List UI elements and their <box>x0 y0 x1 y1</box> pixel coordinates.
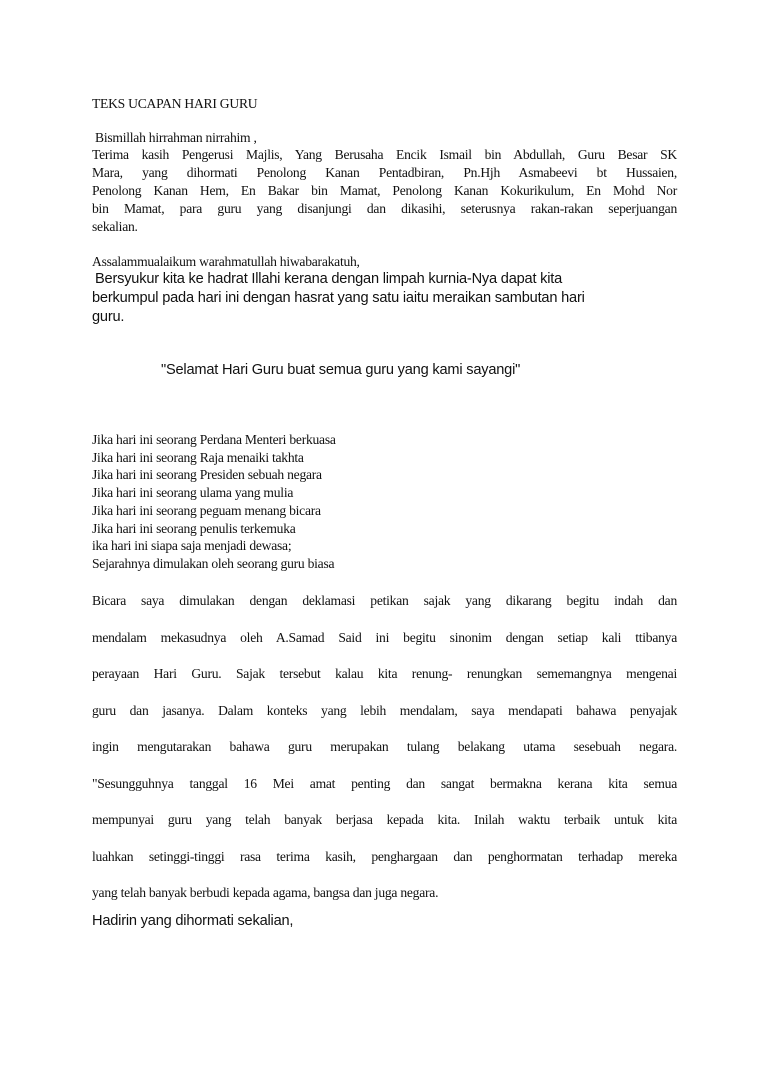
poem-line: ika hari ini siapa saja menjadi dewasa; <box>92 538 292 554</box>
closing-line: Hadirin yang dihormati sekalian, <box>92 913 294 929</box>
paragraph-line: ingin mengutarakan bahawa guru merupakan tulang belakang utama sesebuah negara. <box>92 739 677 754</box>
paragraph-line: perayaan Hari Guru. Sajak tersebut kalau kita renung- renungkan sememangnya mengenai <box>92 666 677 681</box>
paragraph-line: yang telah banyak berbudi kepada agama, bangsa dan juga negara. <box>92 885 439 900</box>
paragraph-line: mempunyai guru yang telah banyak berjasa kepada kita. Inilah waktu terbaik untuk kita <box>92 812 677 827</box>
salam-line: Assalammualaikum warahmatullah hiwabarakatuh, <box>92 254 360 269</box>
main-paragraph <box>92 592 677 921</box>
poem-line: Jika hari ini seorang Raja menaiki takhta <box>92 449 304 465</box>
greeting-line: sekalian. <box>92 219 138 234</box>
document-page <box>92 0 677 1087</box>
poem-line: Jika hari ini seorang ulama yang mulia <box>92 485 294 501</box>
intro-line: Bersyukur kita ke hadrat Illahi kerana dengan limpah kurnia-Nya dapat kita <box>95 271 563 287</box>
paragraph-line: luahkan setinggi-tinggi rasa terima kasih, penghargaan dan penghormatan terhadap mereka <box>92 848 677 864</box>
document-title: TEKS UCAPAN HARI GURU <box>92 96 258 111</box>
greeting-line: Penolong Kanan Hem, En Bakar bin Mamat, Penolong Kanan Kokurikulum, En Mohd Nor <box>92 183 677 198</box>
quote-line: "Selamat Hari Guru buat semua guru yang kami sayangi" <box>161 362 521 378</box>
greeting-line: Terima kasih Pengerusi Majlis, Yang Berusaha Encik Ismail bin Abdullah, Guru Besar SK <box>92 147 677 162</box>
paragraph-line: "Sesungguhnya tanggal 16 Mei amat penting dan sangat bermakna kerana kita semua <box>92 775 677 791</box>
poem-line: Jika hari ini seorang peguam menang bicara <box>92 502 321 518</box>
bismillah-line: Bismillah hirrahman nirrahim , <box>95 130 257 145</box>
poem-line: Jika hari ini seorang Perdana Menteri berkuasa <box>92 432 336 447</box>
intro-line: berkumpul pada hari ini dengan hasrat yang satu iaitu meraikan sambutan hari <box>92 290 585 306</box>
intro-line: guru. <box>92 309 125 325</box>
poem-line: Jika hari ini seorang penulis terkemuka <box>92 520 296 536</box>
paragraph-line: mendalam mekasudnya oleh A.Samad Said ini begitu sinonim dengan setiap kali ttibanya <box>92 629 677 645</box>
paragraph-line: Bicara saya dimulakan dengan deklamasi petikan sajak yang dikarang begitu indah dan <box>92 593 677 608</box>
poem-block <box>92 431 336 573</box>
paragraph-line: guru dan jasanya. Dalam konteks yang lebih mendalam, saya mendapati bahawa penyajak <box>92 702 677 718</box>
poem-line: Sejarahnya dimulakan oleh seorang guru biasa <box>92 555 335 571</box>
poem-line: Jika hari ini seorang Presiden sebuah negara <box>92 467 322 483</box>
greeting-line: Mara, yang dihormati Penolong Kanan Pentadbiran, Pn.Hjh Asmabeevi bt Hussaien, <box>92 165 677 180</box>
greeting-line: bin Mamat, para guru yang disanjungi dan dikasihi, seterusnya rakan-rakan seperjuangan <box>92 201 677 216</box>
